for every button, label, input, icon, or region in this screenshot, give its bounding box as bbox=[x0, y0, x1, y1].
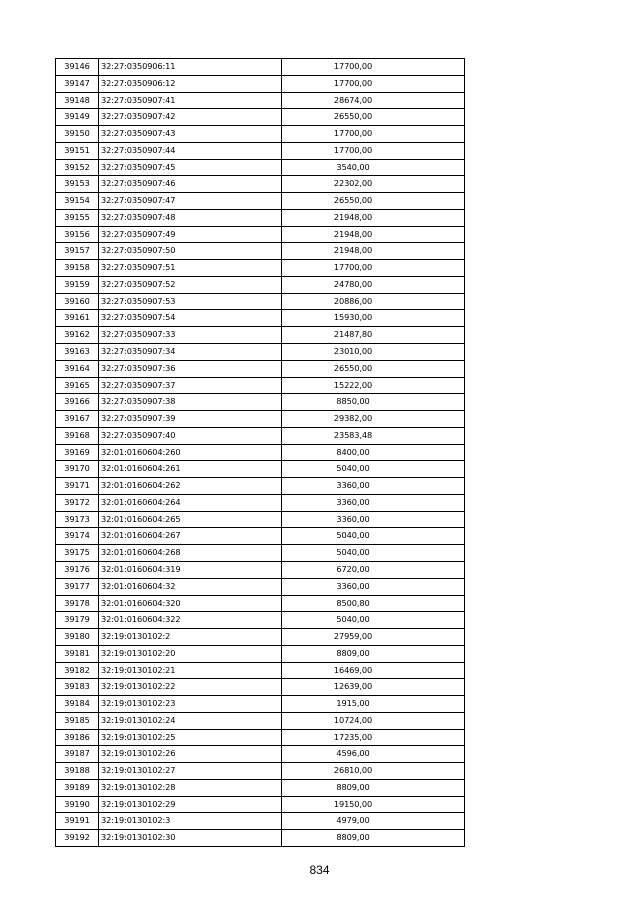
table-row bbox=[56, 746, 465, 763]
table-row bbox=[56, 662, 465, 679]
row-number-cell: 39166 bbox=[56, 394, 99, 411]
value-cell: 27959,00 bbox=[282, 629, 465, 646]
table-row bbox=[56, 360, 465, 377]
cadastral-number-cell: 32:01:0160604:267 bbox=[99, 528, 282, 545]
row-number-cell: 39152 bbox=[56, 159, 99, 176]
value-cell: 21487,80 bbox=[282, 327, 465, 344]
row-number-cell: 39186 bbox=[56, 729, 99, 746]
table-row bbox=[56, 92, 465, 109]
cadastral-number-cell: 32:19:0130102:22 bbox=[99, 679, 282, 696]
value-cell: 21948,00 bbox=[282, 243, 465, 260]
table-row bbox=[56, 779, 465, 796]
value-cell: 15930,00 bbox=[282, 310, 465, 327]
row-number-cell: 39146 bbox=[56, 59, 99, 76]
value-cell: 23583,48 bbox=[282, 427, 465, 444]
row-number-cell: 39177 bbox=[56, 578, 99, 595]
table-row bbox=[56, 763, 465, 780]
row-number-cell: 39180 bbox=[56, 629, 99, 646]
cadastral-number-cell: 32:01:0160604:320 bbox=[99, 595, 282, 612]
row-number-cell: 39160 bbox=[56, 293, 99, 310]
cadastral-number-cell: 32:19:0130102:28 bbox=[99, 779, 282, 796]
data-table bbox=[55, 58, 465, 847]
cadastral-number-cell: 32:19:0130102:3 bbox=[99, 813, 282, 830]
row-number-cell: 39192 bbox=[56, 830, 99, 847]
value-cell: 10724,00 bbox=[282, 712, 465, 729]
table-row bbox=[56, 377, 465, 394]
table-row bbox=[56, 126, 465, 143]
value-cell: 22302,00 bbox=[282, 176, 465, 193]
table-row bbox=[56, 461, 465, 478]
value-cell: 5040,00 bbox=[282, 461, 465, 478]
table-row bbox=[56, 327, 465, 344]
cadastral-number-cell: 32:19:0130102:20 bbox=[99, 645, 282, 662]
cadastral-number-cell: 32:27:0350907:45 bbox=[99, 159, 282, 176]
cadastral-number-cell: 32:01:0160604:265 bbox=[99, 511, 282, 528]
table-row bbox=[56, 729, 465, 746]
table-row bbox=[56, 109, 465, 126]
row-number-cell: 39151 bbox=[56, 142, 99, 159]
value-cell: 17700,00 bbox=[282, 142, 465, 159]
cadastral-number-cell: 32:27:0350907:42 bbox=[99, 109, 282, 126]
row-number-cell: 39185 bbox=[56, 712, 99, 729]
value-cell: 6720,00 bbox=[282, 561, 465, 578]
value-cell: 17235,00 bbox=[282, 729, 465, 746]
cadastral-number-cell: 32:27:0350907:50 bbox=[99, 243, 282, 260]
table-row bbox=[56, 494, 465, 511]
value-cell: 3360,00 bbox=[282, 478, 465, 495]
table-row bbox=[56, 629, 465, 646]
cadastral-number-cell: 32:01:0160604:319 bbox=[99, 561, 282, 578]
table-row bbox=[56, 243, 465, 260]
table-row bbox=[56, 209, 465, 226]
table-row bbox=[56, 612, 465, 629]
cadastral-number-cell: 32:27:0350906:11 bbox=[99, 59, 282, 76]
cadastral-number-cell: 32:01:0160604:262 bbox=[99, 478, 282, 495]
cadastral-number-cell: 32:27:0350907:53 bbox=[99, 293, 282, 310]
cadastral-number-cell: 32:19:0130102:21 bbox=[99, 662, 282, 679]
row-number-cell: 39188 bbox=[56, 763, 99, 780]
cadastral-number-cell: 32:19:0130102:27 bbox=[99, 763, 282, 780]
cadastral-number-cell: 32:27:0350907:48 bbox=[99, 209, 282, 226]
table-row bbox=[56, 226, 465, 243]
value-cell: 19150,00 bbox=[282, 796, 465, 813]
value-cell: 26550,00 bbox=[282, 360, 465, 377]
value-cell: 17700,00 bbox=[282, 260, 465, 277]
row-number-cell: 39172 bbox=[56, 494, 99, 511]
table-row bbox=[56, 511, 465, 528]
table-row bbox=[56, 75, 465, 92]
cadastral-number-cell: 32:01:0160604:261 bbox=[99, 461, 282, 478]
value-cell: 12639,00 bbox=[282, 679, 465, 696]
cadastral-number-cell: 32:01:0160604:260 bbox=[99, 444, 282, 461]
table-row bbox=[56, 679, 465, 696]
table-row bbox=[56, 444, 465, 461]
value-cell: 4596,00 bbox=[282, 746, 465, 763]
table-row bbox=[56, 578, 465, 595]
cadastral-number-cell: 32:27:0350907:38 bbox=[99, 394, 282, 411]
value-cell: 8850,00 bbox=[282, 394, 465, 411]
value-cell: 8400,00 bbox=[282, 444, 465, 461]
cadastral-number-cell: 32:27:0350907:39 bbox=[99, 411, 282, 428]
row-number-cell: 39158 bbox=[56, 260, 99, 277]
cadastral-number-cell: 32:27:0350907:34 bbox=[99, 344, 282, 361]
row-number-cell: 39148 bbox=[56, 92, 99, 109]
table-row bbox=[56, 796, 465, 813]
value-cell: 17700,00 bbox=[282, 59, 465, 76]
value-cell: 8809,00 bbox=[282, 645, 465, 662]
row-number-cell: 39170 bbox=[56, 461, 99, 478]
value-cell: 5040,00 bbox=[282, 545, 465, 562]
table-row bbox=[56, 142, 465, 159]
cadastral-number-cell: 32:27:0350907:37 bbox=[99, 377, 282, 394]
table-row bbox=[56, 595, 465, 612]
row-number-cell: 39153 bbox=[56, 176, 99, 193]
value-cell: 15222,00 bbox=[282, 377, 465, 394]
value-cell: 28674,00 bbox=[282, 92, 465, 109]
row-number-cell: 39181 bbox=[56, 645, 99, 662]
row-number-cell: 39162 bbox=[56, 327, 99, 344]
row-number-cell: 39164 bbox=[56, 360, 99, 377]
table-row bbox=[56, 696, 465, 713]
value-cell: 26550,00 bbox=[282, 109, 465, 126]
value-cell: 3360,00 bbox=[282, 511, 465, 528]
row-number-cell: 39175 bbox=[56, 545, 99, 562]
cadastral-number-cell: 32:01:0160604:322 bbox=[99, 612, 282, 629]
row-number-cell: 39169 bbox=[56, 444, 99, 461]
row-number-cell: 39189 bbox=[56, 779, 99, 796]
table-row bbox=[56, 310, 465, 327]
value-cell: 5040,00 bbox=[282, 612, 465, 629]
cadastral-number-cell: 32:27:0350906:12 bbox=[99, 75, 282, 92]
cadastral-number-cell: 32:27:0350907:44 bbox=[99, 142, 282, 159]
table-row bbox=[56, 159, 465, 176]
value-cell: 23010,00 bbox=[282, 344, 465, 361]
row-number-cell: 39168 bbox=[56, 427, 99, 444]
row-number-cell: 39176 bbox=[56, 561, 99, 578]
table-body bbox=[56, 59, 465, 847]
row-number-cell: 39147 bbox=[56, 75, 99, 92]
cadastral-number-cell: 32:27:0350907:40 bbox=[99, 427, 282, 444]
value-cell: 4979,00 bbox=[282, 813, 465, 830]
value-cell: 17700,00 bbox=[282, 75, 465, 92]
row-number-cell: 39183 bbox=[56, 679, 99, 696]
cadastral-number-cell: 32:19:0130102:23 bbox=[99, 696, 282, 713]
table-row bbox=[56, 394, 465, 411]
value-cell: 5040,00 bbox=[282, 528, 465, 545]
table-row bbox=[56, 561, 465, 578]
cadastral-number-cell: 32:19:0130102:30 bbox=[99, 830, 282, 847]
cadastral-number-cell: 32:27:0350907:46 bbox=[99, 176, 282, 193]
table-row bbox=[56, 427, 465, 444]
value-cell: 8500,80 bbox=[282, 595, 465, 612]
cadastral-number-cell: 32:27:0350907:54 bbox=[99, 310, 282, 327]
cadastral-number-cell: 32:27:0350907:51 bbox=[99, 260, 282, 277]
cadastral-number-cell: 32:19:0130102:24 bbox=[99, 712, 282, 729]
cadastral-number-cell: 32:19:0130102:25 bbox=[99, 729, 282, 746]
table-row bbox=[56, 830, 465, 847]
value-cell: 8809,00 bbox=[282, 830, 465, 847]
value-cell: 21948,00 bbox=[282, 226, 465, 243]
table-row bbox=[56, 59, 465, 76]
row-number-cell: 39156 bbox=[56, 226, 99, 243]
value-cell: 1915,00 bbox=[282, 696, 465, 713]
table-row bbox=[56, 712, 465, 729]
value-cell: 3360,00 bbox=[282, 494, 465, 511]
row-number-cell: 39182 bbox=[56, 662, 99, 679]
value-cell: 24780,00 bbox=[282, 276, 465, 293]
cadastral-number-cell: 32:01:0160604:268 bbox=[99, 545, 282, 562]
cadastral-number-cell: 32:27:0350907:49 bbox=[99, 226, 282, 243]
row-number-cell: 39155 bbox=[56, 209, 99, 226]
row-number-cell: 39191 bbox=[56, 813, 99, 830]
table-row bbox=[56, 293, 465, 310]
table-row bbox=[56, 645, 465, 662]
row-number-cell: 39187 bbox=[56, 746, 99, 763]
row-number-cell: 39149 bbox=[56, 109, 99, 126]
row-number-cell: 39159 bbox=[56, 276, 99, 293]
cadastral-number-cell: 32:27:0350907:52 bbox=[99, 276, 282, 293]
cadastral-number-cell: 32:19:0130102:26 bbox=[99, 746, 282, 763]
cadastral-number-cell: 32:01:0160604:264 bbox=[99, 494, 282, 511]
row-number-cell: 39154 bbox=[56, 193, 99, 210]
cadastral-number-cell: 32:27:0350907:33 bbox=[99, 327, 282, 344]
row-number-cell: 39163 bbox=[56, 344, 99, 361]
table-row bbox=[56, 411, 465, 428]
row-number-cell: 39165 bbox=[56, 377, 99, 394]
cadastral-number-cell: 32:19:0130102:2 bbox=[99, 629, 282, 646]
table-row bbox=[56, 260, 465, 277]
row-number-cell: 39167 bbox=[56, 411, 99, 428]
cadastral-number-cell: 32:19:0130102:29 bbox=[99, 796, 282, 813]
row-number-cell: 39174 bbox=[56, 528, 99, 545]
cadastral-number-cell: 32:27:0350907:47 bbox=[99, 193, 282, 210]
cadastral-number-cell: 32:27:0350907:36 bbox=[99, 360, 282, 377]
table-row bbox=[56, 176, 465, 193]
table-row bbox=[56, 193, 465, 210]
table-row bbox=[56, 344, 465, 361]
row-number-cell: 39171 bbox=[56, 478, 99, 495]
value-cell: 3360,00 bbox=[282, 578, 465, 595]
cadastral-number-cell: 32:01:0160604:32 bbox=[99, 578, 282, 595]
value-cell: 3540,00 bbox=[282, 159, 465, 176]
table-row bbox=[56, 276, 465, 293]
row-number-cell: 39184 bbox=[56, 696, 99, 713]
value-cell: 21948,00 bbox=[282, 209, 465, 226]
value-cell: 26810,00 bbox=[282, 763, 465, 780]
value-cell: 8809,00 bbox=[282, 779, 465, 796]
row-number-cell: 39179 bbox=[56, 612, 99, 629]
value-cell: 20886,00 bbox=[282, 293, 465, 310]
table-row bbox=[56, 813, 465, 830]
row-number-cell: 39178 bbox=[56, 595, 99, 612]
row-number-cell: 39190 bbox=[56, 796, 99, 813]
value-cell: 29382,00 bbox=[282, 411, 465, 428]
value-cell: 26550,00 bbox=[282, 193, 465, 210]
table-row bbox=[56, 478, 465, 495]
row-number-cell: 39157 bbox=[56, 243, 99, 260]
row-number-cell: 39150 bbox=[56, 126, 99, 143]
table-row bbox=[56, 545, 465, 562]
row-number-cell: 39161 bbox=[56, 310, 99, 327]
table-row bbox=[56, 528, 465, 545]
page-number: 834 bbox=[309, 863, 330, 877]
value-cell: 17700,00 bbox=[282, 126, 465, 143]
value-cell: 16469,00 bbox=[282, 662, 465, 679]
row-number-cell: 39173 bbox=[56, 511, 99, 528]
cadastral-number-cell: 32:27:0350907:41 bbox=[99, 92, 282, 109]
cadastral-number-cell: 32:27:0350907:43 bbox=[99, 126, 282, 143]
